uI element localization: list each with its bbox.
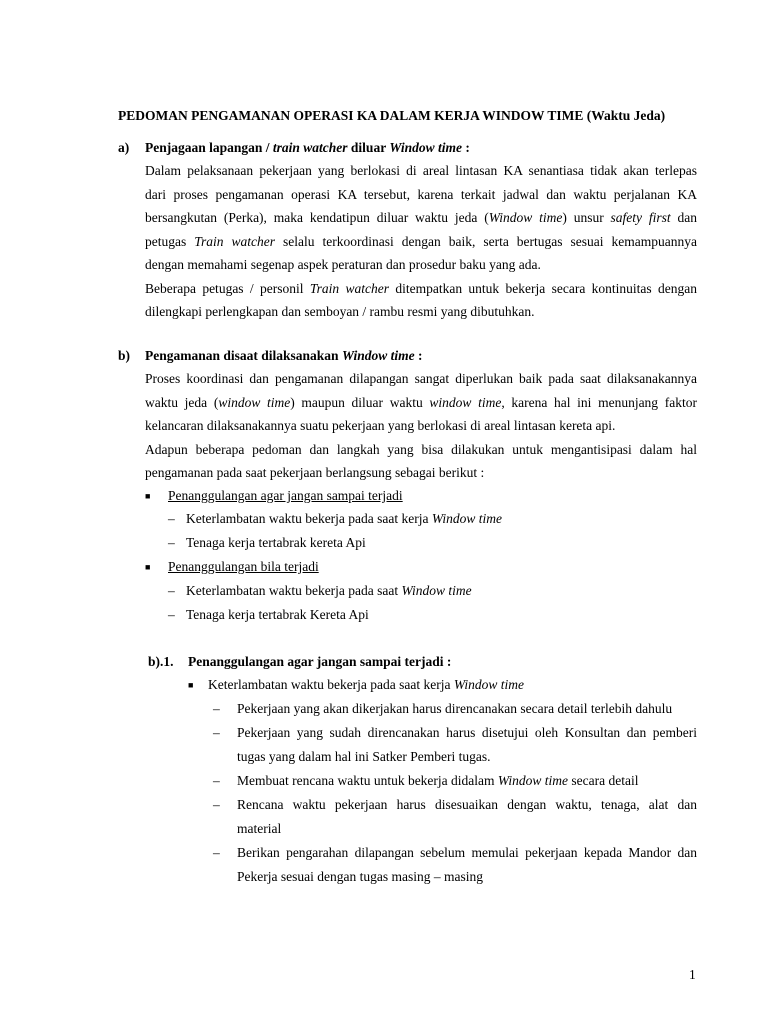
text-run: ) maupun diluar waktu [290,394,430,410]
page-title: PEDOMAN PENGAMANAN OPERASI KA DALAM KERJA WINDOW TIME (Waktu Jeda) [118,108,666,123]
text-line [145,391,697,415]
dash-item [168,603,369,627]
text-line: Pekerjaan yang akan dikerjakan harus direncanakan secara detail terlebih dahulu [237,701,673,716]
text-line: material [237,820,282,836]
text-run: Beberapa petugas / personil [145,280,310,296]
text-run: dan [670,210,698,225]
text-run-italic: Train watcher [194,233,276,249]
heading-text-italic: train watcher [272,140,348,155]
text-run: ditempatkan untuk bekerja secara kontinuitas dengan [388,280,697,296]
text-run-italic: Window time [497,773,569,788]
bullet-item [188,673,524,698]
text-line [145,206,697,230]
dash-icon: – [213,797,220,812]
item-body [237,721,697,768]
dash-item [168,579,472,603]
text-run: selalu terkoordinasi dengan baik, serta bertugas sesuai kemampuannya [275,233,697,249]
text-run-italic: Window time [453,677,524,692]
dash-icon: – [168,535,175,550]
text-line: kelancaran dilaksanakannya suatu pekerjaan yang berlokasi di areal lintasan kereta api. [145,418,616,433]
dash-icon: – [168,583,175,598]
section-b1-heading [148,650,451,674]
square-bullet-icon: ■ [188,680,194,690]
text-run-italic: window time [218,394,291,410]
square-bullet-icon: ■ [145,562,151,572]
text-run-italic: Window time [488,210,563,225]
text-line: pengamanan pada saat pekerjaan berlangsung sebagai berikut : [145,465,485,480]
heading-text: : [461,140,470,155]
text-line: Pekerja sesuai dengan tugas masing – masing [237,868,483,884]
item-body [237,769,697,793]
dash-icon: – [168,607,175,622]
dash-icon: – [213,701,220,716]
text-line [145,230,697,254]
dash-icon: – [213,845,220,860]
text-run-italic: safety first [610,210,671,225]
text-line: Pekerjaan yang sudah direncanakan harus disetujui oleh Konsultan dan pemberi [237,725,697,740]
dash-icon: – [168,511,175,526]
dash-item [213,841,697,888]
dash-item [213,697,697,721]
text-line: Berikan pengarahan dilapangan sebelum memulai pekerjaan kepada Mandor dan [237,845,697,860]
text-run: Membuat rencana waktu untuk bekerja didalam [237,773,498,788]
dash-item [168,507,502,531]
section-a-label: a) [118,140,130,155]
dash-item [168,531,366,555]
text-run: waktu jeda ( [145,394,219,410]
dash-icon: – [213,773,220,788]
text-line: dilengkapi perlengkapan dan semboyan / rambu resmi yang dibutuhkan. [145,304,535,319]
square-bullet-icon: ■ [145,491,151,501]
bullet-item [145,484,403,509]
section-b-label: b) [118,348,131,363]
dash-item [213,721,697,768]
section-b1-label: b).1. [148,654,174,669]
page-number: 1 [689,967,696,982]
heading-text: Penanggulangan agar jangan sampai terjadi : [188,654,452,669]
text-run: Keterlambatan waktu bekerja pada saat kerja [186,511,432,526]
text-line: tugas yang dalam hal ini Satker Pemberi tugas. [237,748,491,764]
bullet-text: Penanggulangan agar jangan sampai terjadi [168,488,403,503]
text-run: Tenaga kerja tertabrak kereta Api [186,535,366,550]
section-b-heading [118,344,708,368]
item-body [237,697,697,721]
text-line: Dalam pelaksanaan pekerjaan yang berlokasi di areal lintasan KA senantiasa tidak akan terlepas [145,163,697,178]
text-run: , karena hal ini menunjang faktor [501,394,697,410]
heading-text: : [414,348,423,363]
text-line: Rencana waktu pekerjaan harus disesuaikan dengan waktu, tenaga, alat dan [237,797,697,812]
item-body [237,793,697,840]
text-line: dari proses pengamanan operasi KA tersebut, karena terkait jadwal dan waktu perjalanan KA [145,186,697,202]
text-line [237,769,697,793]
section-b-paragraph [145,367,697,485]
text-run: Keterlambatan waktu bekerja pada saat [186,583,402,598]
section-a-heading [118,136,708,160]
section-a-paragraph-1 [145,159,697,324]
text-run-italic: Window time [431,511,502,526]
dash-icon: – [213,725,220,740]
item-body [237,841,697,888]
text-line: Adapun beberapa pedoman dan langkah yang bisa dilakukan untuk mengantisipasi dalam hal [145,441,697,457]
heading-text: Penjagaan lapangan / [145,140,273,155]
text-run: bersangkutan (Perka), maka kendatipun diluar waktu jeda ( [145,210,489,225]
bullet-text: Penanggulangan bila terjadi [168,559,319,574]
text-line: dengan memahami segenap aspek peraturan dan prosedur baku yang ada. [145,257,541,272]
text-run: petugas [145,233,195,249]
text-run: Keterlambatan waktu bekerja pada saat kerja [208,677,454,692]
heading-text: Pengamanan disaat dilaksanakan [145,348,342,363]
heading-text: diluar [347,140,390,155]
text-run-italic: Window time [401,583,472,598]
text-run-italic: window time [429,394,502,410]
dash-item [213,793,697,840]
text-line [145,277,697,301]
text-line: Proses koordinasi dan pengamanan dilapangan sangat diperlukan baik pada saat dilaksanakannya [145,371,697,386]
text-run: Tenaga kerja tertabrak Kereta Api [186,607,369,622]
text-run-italic: Train watcher [309,280,389,296]
text-run: ) unsur [562,210,611,225]
heading-text-italic: Window time [389,140,462,155]
text-run: secara detail [568,773,639,788]
bullet-item [145,555,319,580]
heading-text-italic: Window time [341,348,415,363]
dash-item [213,769,697,793]
